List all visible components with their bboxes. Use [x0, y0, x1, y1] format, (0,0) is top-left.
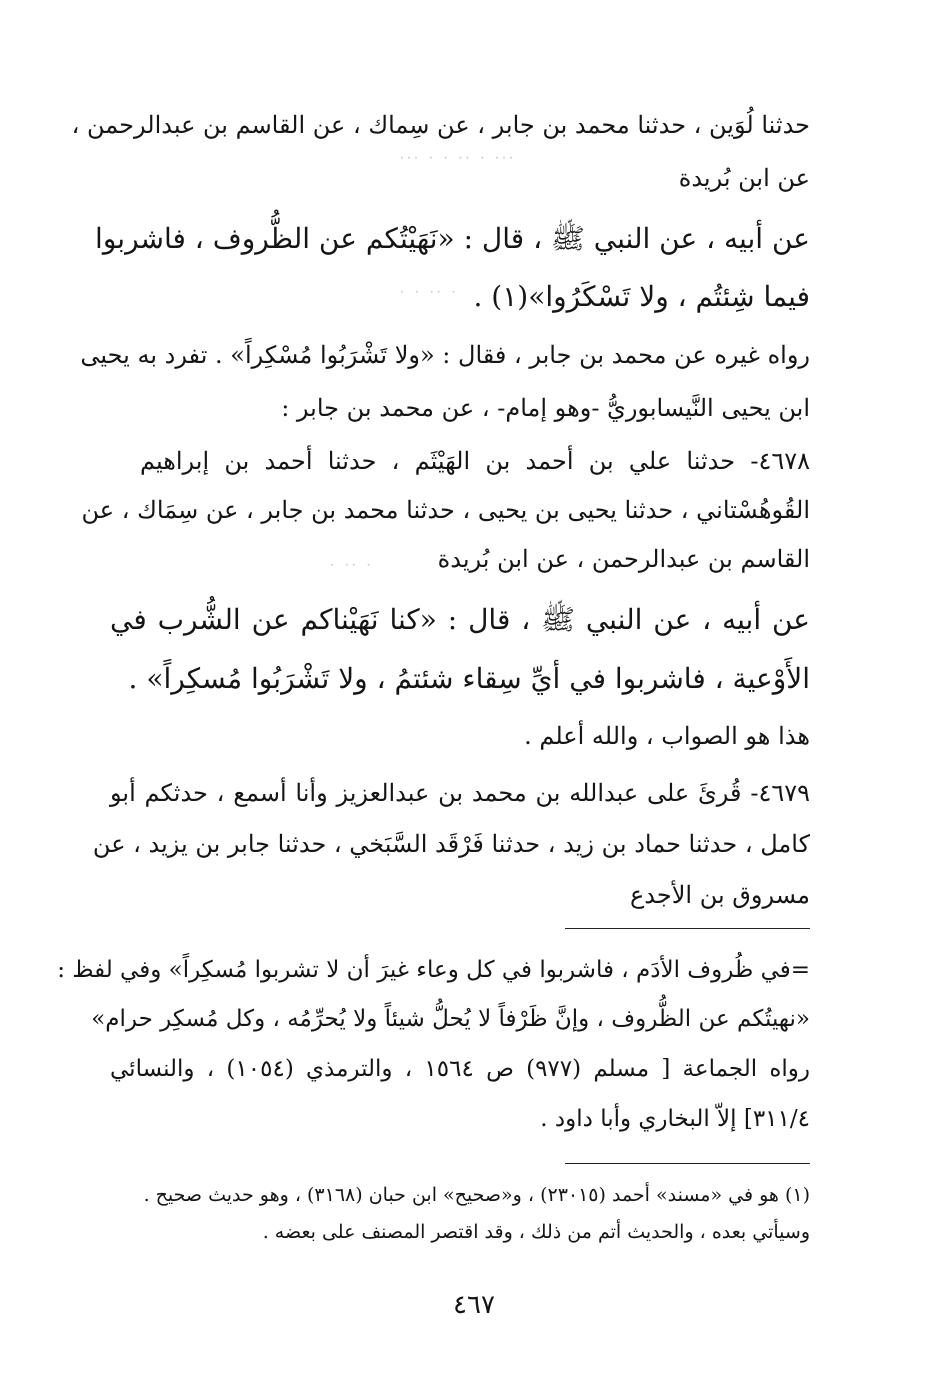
text-line: كامل ، حدثنا حماد بن زيد ، حدثنا فَرْقَد السَّبَخي ، حدثنا جابر بن يزيد ، عن	[92, 830, 810, 858]
hadith-text-line: عن أبيه ، عن النبي ﷺ ، قال : «كنا نَهَيْناكم عن الشُّرب في	[110, 603, 811, 636]
note-line: ٣١١/٤] إلاّ البخاري وأبا داود .	[540, 1106, 810, 1132]
faint-marginal-note: ⸱ ⸱⸱ ⸱ ⸱	[400, 283, 459, 301]
text-line: ابن يحيى النَّيسابوريُّ -وهو إمام- ، عن محمد بن جابر :	[281, 394, 810, 422]
text-line: القُوهُسْتاني ، حدثنا يحيى بن يحيى ، حدثنا محمد بن جابر ، عن سِمَاك ، عن	[81, 496, 810, 524]
footnote-divider	[565, 1163, 810, 1164]
note-line: =في ظُروف الأدَم ، فاشربوا في كل وعاء غيرَ أن لا تشربوا مُسكِراً» وفي لفظ :	[57, 957, 810, 983]
note-line: رواه الجماعة [ مسلم (٩٧٧) ص ١٥٦٤ ، والترمذي (١٠٥٤) ، والنسائي	[110, 1056, 810, 1082]
hadith-text-line: فيما شِئتُم ، ولا تَسْكَرُوا»(١) .	[473, 280, 810, 313]
text-line: ٤٦٧٩- قُرئَ على عبدالله بن محمد بن عبدالعزيز وأنا أسمع ، حدثكم أبو	[110, 779, 810, 807]
faint-marginal-note: ⸱⸱⸱ ⸱ ⸱⸱ ⸱ ⸱ ⸱⸱⸱	[400, 149, 517, 167]
text-line: القاسم بن عبدالرحمن ، عن ابن بُريدة	[437, 545, 810, 573]
divider-rule	[565, 928, 810, 929]
footnote-line: (١) هو في «مسند» أحمد (٢٣٠١٥) ، و«صحيح» ابن حبان (٣١٦٨) ، وهو حديث صحيح .	[143, 1184, 810, 1206]
hadith-text-line: الأَوْعية ، فاشربوا في أيِّ سِقاء شئتمُ ، ولا تَشْرَبُوا مُسكِراً» .	[128, 662, 810, 695]
text-line: هذا هو الصواب ، والله أعلم .	[524, 722, 810, 750]
text-line: رواه غيره عن محمد بن جابر ، فقال : «ولا تَشْرَبُوا مُسْكِراً» . تفرد به يحيى	[80, 341, 810, 369]
note-line: «نهيتُكم عن الظُّروف ، وإنَّ ظَرْفاً لا يُحلُّ شيئاً ولا يُحرِّمُه ، وكل مُسكِر حرام»	[91, 1006, 810, 1032]
text-line: ٤٦٧٨- حدثنا علي بن أحمد بن الهَيْثَم ، حدثنا أحمد بن إبراهيم	[140, 447, 810, 475]
faint-marginal-note: ⸱ ⸱⸱ ⸱	[330, 556, 374, 574]
text-line: عن ابن بُريدة	[678, 164, 810, 192]
hadith-text-line: عن أبيه ، عن النبي ﷺ ، قال : «نَهَيْتُكم عن الظُّروف ، فاشربوا	[95, 222, 810, 255]
page-number: ٤٦٧	[453, 1290, 495, 1320]
text-line: مسروق بن الأجدع	[629, 881, 810, 909]
footnote-line: وسيأتي بعده ، والحديث أتم من ذلك ، وقد اقتصر المصنف على بعضه .	[262, 1221, 810, 1243]
text-line: حدثنا لُوَين ، حدثنا محمد بن جابر ، عن سِماك ، عن القاسم بن عبدالرحمن ،	[71, 111, 810, 139]
